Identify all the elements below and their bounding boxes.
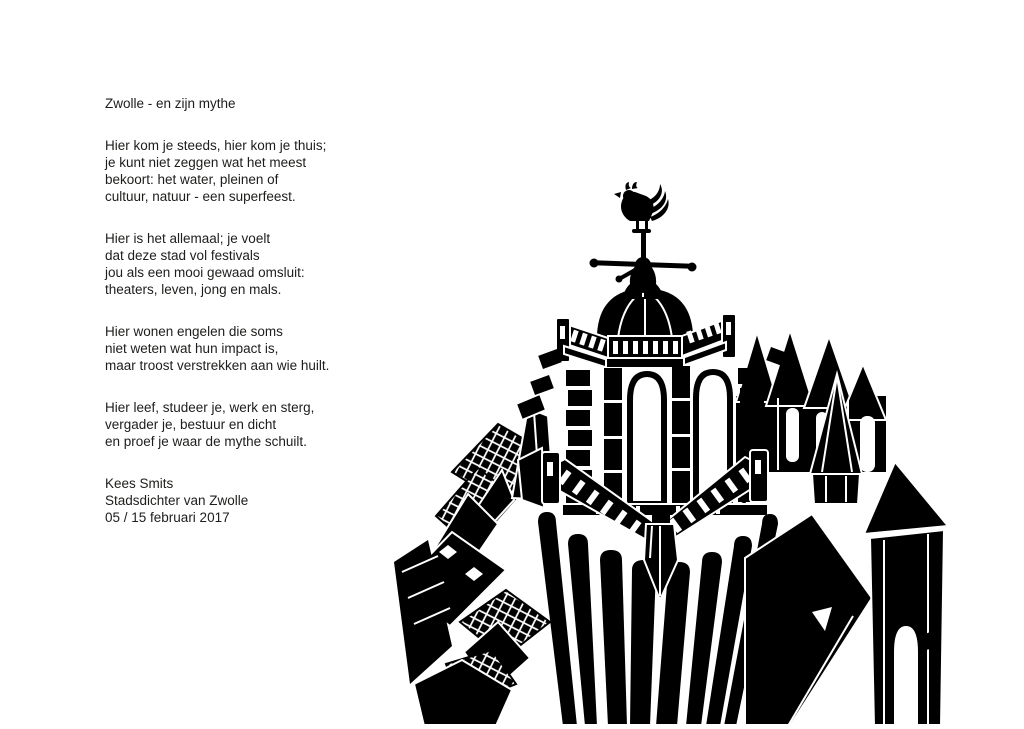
poem-line: Hier wonen engelen die soms [105,324,283,339]
poem-stanza [105,323,385,374]
arched-window [630,374,664,504]
poem-signature [105,475,385,526]
weathervane [590,182,697,293]
poem-stanza [105,230,385,298]
poem-line: Hier is het allemaal; je voelt [105,231,271,246]
poem-date: 05 / 15 februari 2017 [105,510,230,525]
poem-line: bekoort: het water, pleinen of [105,172,279,187]
wall-with-arch [870,530,944,724]
poem-line: dat deze stad vol festivals [105,248,260,263]
rooster-beak [614,192,621,198]
poem-line: maar troost verstrekken aan wie huilt. [105,358,330,373]
poem-line: niet weten wat hun impact is, [105,341,279,356]
arch-doorway [894,626,918,724]
balustrade-post [542,452,560,504]
author-role: Stadsdichter van Zwolle [105,493,249,508]
poem-line: je kunt niet zeggen wat het meest [105,155,307,170]
balustrade-post [750,450,768,502]
poem-line: jou als een mooi gewaad omsluit: [105,265,305,280]
poem-line: theaters, leven, jong en mals. [105,282,282,297]
poem-stanza [105,137,385,205]
rooster-icon [614,182,669,233]
author-name: Kees Smits [105,476,174,491]
poem-block [105,95,385,526]
poem-line: Hier kom je steeds, hier kom je thuis; [105,138,327,153]
rooster-comb [632,182,638,189]
rooster-comb [625,182,631,190]
poem-line: vergader je, bestuur en dicht [105,417,277,432]
poem-title: Zwolle - en zijn mythe [105,96,236,111]
poem-line: Hier leef, studeer je, werk en sterg, [105,400,315,415]
poem-line: en proef je waar de mythe schuilt. [105,434,307,449]
vane-cross [590,257,697,293]
poem-stanza [105,399,385,450]
gable-peak [864,462,948,534]
poem-line: cultuur, natuur - een superfeest. [105,189,296,204]
left-rooftops [394,394,554,724]
